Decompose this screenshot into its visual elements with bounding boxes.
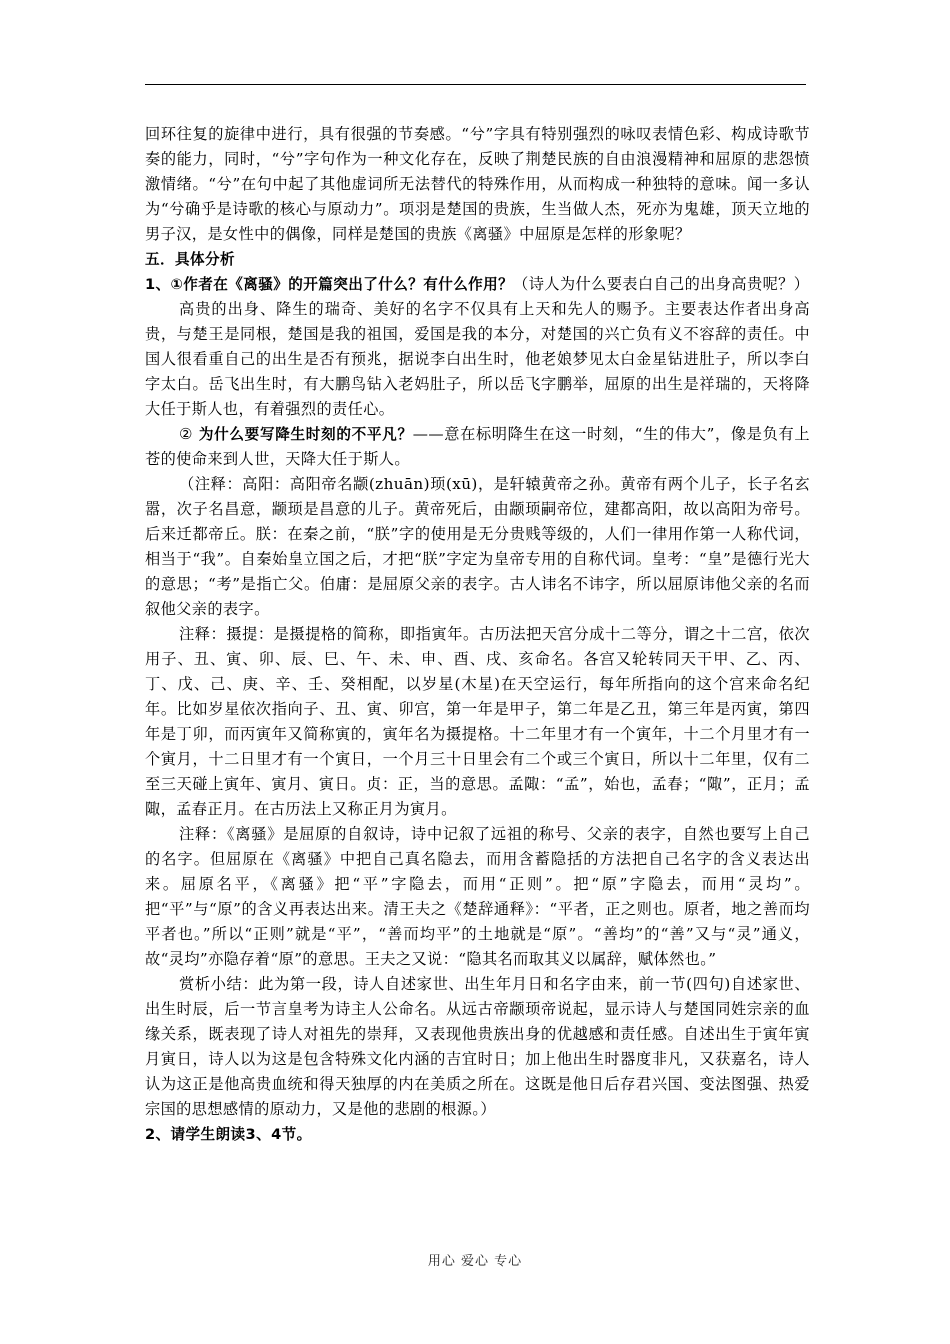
- answer-1: 高贵的出身、降生的瑞奇、美好的名字不仅具有上天和先人的赐予。主要表达作者出身高贵，与楚王是同根，楚国是我的祖国，爱国是我的本分，对楚国的兴亡负有义不容辞的责任。中国人很看重自己的出生是否有预兆，据说李白出生时，他老娘梦见太白金星钻进肚子，所以李白字太白。岳飞出生时，有大鹏鸟钻入老妈肚子，所以岳飞字鹏举，屈原的出生是祥瑞的，天将降大任于斯人也，有着强烈的责任心。: [145, 300, 810, 418]
- paragraph-intro: 回环往复的旋律中进行，具有很强的节奏感。“兮”字具有特别强烈的咏叹表情色彩、构成诗歌节奏的能力，同时，“兮”字句作为一种文化存在，反映了荆楚民族的自由浪漫精神和屈原的悲怨愤激情绪。“兮”在句中起了其他虚词所无法替代的特殊作用，从而构成一种独特的意味。闻一多认为“兮确乎是诗歌的核心与原动力”。项羽是楚国的贵族，生当做人杰，死亦为鬼雄，顶天立地的男子汉，是女性中的偶像，同样是楚国的贵族《离骚》中屈原是怎样的形象呢？: [145, 125, 810, 243]
- note-lisao-name: 注释：《离骚》是屈原的自叙诗，诗中记叙了远祖的称号、父亲的表字，自然也要写上自己的名字。但屈原在《离骚》中把自己真名隐去，而用含蓄隐括的方法把自己名字的含义表达出来。屈原名平，《离骚》把“平”字隐去，而用“正则”。把“原”字隐去，而用“灵均”。把“平”与“原”的含义再表达出来。清王夫之《楚辞通释》：“平者，正之则也。原者，地之善而均平者也。”所以“正则”就是“平”，“善而均平”的土地就是“原”。“善均”的“善”又与“灵”通义，故“灵均”亦隐存着“原”的意思。王夫之又说：“隐其名而取其义以属辞，赋体然也。”: [145, 825, 810, 968]
- note-sheti: 注释：摄提：是摄提格的简称，即指寅年。古历法把天宫分成十二等分，谓之十二宫，依次用子、丑、寅、卯、辰、巳、午、未、申、酉、戌、亥命名。各宫又轮转同天干甲、乙、丙、丁、戊、己、庚、辛、壬、癸相配，以岁星(木星)在天空运行，每年所指向的这个宫来命名纪年。比如岁星依次指向子、丑、寅、卯宫，第一年是甲子，第二年是乙丑，第三年是丙寅，第四年是丁卯，而丙寅年又简称寅的，寅年名为摄提格。十二年里才有一个寅年，十二个月里才有一个寅月，十二日里才有一个寅日，一个月三十日里会有二个或三个寅日，所以十二年里，仅有二至三天碰上寅年、寅月、寅日。贞：正，当的意思。孟陬：“孟”，始也，孟春；“陬”，正月；孟陬，孟春正月。在古历法上又称正月为寅月。: [145, 625, 810, 818]
- page-footer: 用心 爱心 专心: [427, 1254, 523, 1269]
- question-2-bold: 为什么要写降生时刻的不平凡？: [198, 426, 413, 443]
- section-heading: 五．具体分析: [145, 251, 235, 268]
- question-2: [145, 422, 810, 472]
- question-1: [145, 272, 810, 297]
- appreciation-summary: 赏析小结：此为第一段，诗人自述家世、出生年月日和名字由来，前一节(四句)自述家世、出生时辰，后一节言皇考为诗主人公命名。从远古帝颛顼帝说起，显示诗人与楚国同姓宗亲的血缘关系，既表现了诗人对祖先的崇拜，又表现他贵族出身的优越感和责任感。自述出生于寅年寅月寅日，诗人以为这是包含特殊文化内涵的吉宜时日；加上他出生时器度非凡，又获嘉名，诗人认为这正是他高贵血统和得天独厚的内在美质之所在。这既是他日后存君兴国、变法图强、热爱宗国的思想感情的原动力，又是他的悲剧的根源。）: [145, 975, 810, 1118]
- question-2-number: ②: [179, 425, 199, 443]
- item-2: 2、请学生朗读3、4节。: [145, 1126, 312, 1143]
- header-rule: [145, 84, 806, 85]
- question-2-rest: ——意在标明降生在这一时刻，“生的伟大”，像是负有上苍的使命来到人世，天降大任于斯人。: [145, 425, 810, 468]
- note-gaoyang: （注释：高阳：高阳帝名颛(zhuān)顼(xū)，是轩辕黄帝之孙。黄帝有两个儿子，长子名玄嚣，次子名昌意，颛顼是昌意的儿子。黄帝死后，由颛顼嗣帝位，建都高阳，故以高阳为帝号。后来迁都帝丘。朕：在秦之前，“朕”字的使用是无分贵贱等级的，人们一律用作第一人称代词，相当于“我”。自秦始皇立国之后，才把“朕”字定为皇帝专用的自称代词。皇考：“皇”是德行光大的意思；“考”是指亡父。伯庸：是屈原父亲的表字。古人讳名不讳字，所以屈原讳他父亲的名而叙他父亲的表字。: [145, 475, 810, 618]
- question-1-rest: （诗人为什么要表白自己的出身高贵呢？）: [513, 275, 810, 293]
- document-body: [145, 122, 810, 1147]
- question-1-bold: 1、①作者在《离骚》的开篇突出了什么？有什么作用？: [145, 276, 514, 293]
